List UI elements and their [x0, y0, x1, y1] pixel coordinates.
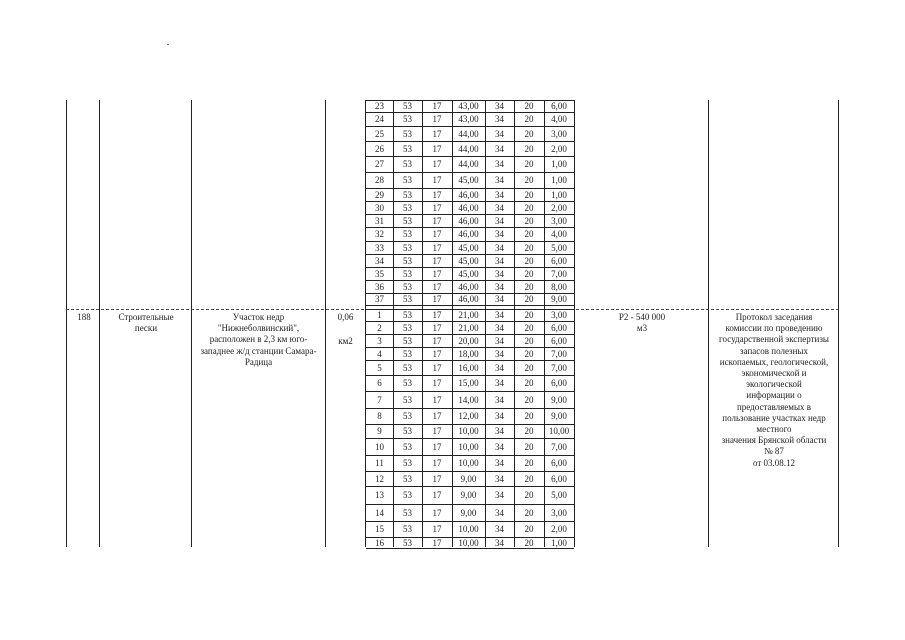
coord-lon_sec: 7,00 [551, 348, 567, 359]
coord-lat_sec: 12,00 [458, 411, 479, 421]
coord-lon_sec: 7,00 [551, 441, 567, 452]
coord-lat_min: 17 [432, 411, 442, 421]
coord-lat_sec: 44,00 [458, 128, 479, 139]
coord-lon_min: 20 [524, 394, 534, 405]
coord-lon_deg: 34 [495, 458, 504, 468]
coord-lon_min: 20 [524, 294, 534, 304]
coord-lat_deg: 53 [403, 281, 412, 292]
prev-coordinate-row [366, 189, 574, 201]
coord-lat_sec: 46,00 [458, 189, 479, 200]
coord-lon_deg: 34 [495, 242, 504, 253]
coord-lon_sec: 6,00 [551, 101, 567, 111]
coord-lat_min: 17 [432, 426, 442, 436]
coord-point: 7 [377, 394, 382, 405]
coord-point: 36 [375, 281, 384, 292]
coord-lon_min: 20 [524, 281, 534, 292]
coord-column-rule [544, 100, 545, 547]
coord-point: 23 [375, 101, 384, 111]
prev-coordinate-row [366, 281, 574, 293]
coord-point: 3 [377, 335, 382, 346]
coord-lat_min: 17 [432, 202, 442, 213]
coord-point: 34 [375, 255, 384, 266]
coord-lat_sec: 46,00 [458, 215, 479, 226]
coord-lat_deg: 53 [403, 189, 412, 200]
coord-lat_min: 17 [432, 490, 442, 500]
coord-lat_deg: 53 [403, 175, 412, 185]
coord-lon_sec: 6,00 [551, 473, 567, 484]
coord-lat_sec: 43,00 [458, 101, 479, 111]
coord-lon_sec: 1,00 [551, 159, 567, 169]
coord-lon_sec: 9,00 [551, 394, 567, 405]
coord-point: 9 [377, 426, 382, 436]
coord-lat_sec: 10,00 [458, 537, 479, 548]
coord-lat_min: 17 [432, 128, 442, 139]
coord-lon_deg: 34 [495, 159, 504, 169]
coord-lon_min: 20 [524, 202, 534, 213]
coord-lon_deg: 34 [495, 537, 504, 548]
coord-lat_sec: 46,00 [458, 202, 479, 213]
coord-lon_min: 20 [524, 143, 534, 154]
coord-lon_deg: 34 [495, 378, 504, 388]
coord-lat_min: 17 [432, 362, 442, 373]
coord-lon_sec: 4,00 [551, 114, 567, 124]
coord-lon_deg: 34 [495, 143, 504, 154]
entry-row-rule [366, 391, 574, 392]
col-border-mineral [191, 100, 192, 547]
coord-point: 6 [377, 378, 382, 388]
coord-lon_sec: 4,00 [551, 229, 567, 239]
coord-point: 5 [377, 362, 382, 373]
entry-row-rule [366, 504, 574, 505]
coord-lat_min: 17 [432, 310, 442, 320]
coord-lon_deg: 34 [495, 335, 504, 346]
entry-row-rule [366, 486, 574, 487]
coord-point: 16 [375, 537, 384, 548]
coord-lat_sec: 21,00 [458, 310, 479, 320]
coord-lat_min: 17 [432, 215, 442, 226]
coord-lon_min: 20 [524, 335, 534, 346]
coord-lat_min: 17 [432, 268, 442, 279]
coord-lat_sec: 45,00 [458, 242, 479, 253]
coord-column-rule [393, 100, 394, 547]
coord-lat_sec: 9,00 [460, 473, 477, 484]
prev-coordinate-row [366, 113, 574, 125]
coord-lat_min: 17 [432, 159, 442, 169]
coord-lon_min: 20 [524, 114, 534, 124]
entry-coordinate-row [366, 348, 574, 360]
coord-lat_deg: 53 [403, 310, 412, 320]
coord-lon_min: 20 [524, 524, 534, 534]
entry-coordinate-row [366, 362, 574, 374]
coord-lat_sec: 45,00 [458, 175, 479, 185]
entry-coordinate-row [366, 309, 574, 321]
coord-lat_min: 17 [432, 458, 442, 468]
coord-lon_sec: 2,00 [551, 202, 567, 213]
coord-lon_deg: 34 [495, 441, 504, 452]
coord-lat_sec: 15,00 [458, 378, 479, 388]
coord-point: 37 [375, 294, 384, 304]
coord-lon_deg: 34 [495, 394, 504, 405]
coord-point: 27 [375, 159, 384, 169]
coord-lat_deg: 53 [403, 362, 412, 373]
coord-lon_sec: 5,00 [551, 490, 567, 500]
prev-row-rule [366, 156, 574, 157]
prev-coordinate-row [366, 143, 574, 155]
coord-column-rule [514, 100, 515, 547]
site-description: Участок недр "Нижнеболвинский", расположен в 2,3 км юго- западнее ж/д станции Самара- Радица [200, 312, 317, 367]
prev-coordinate-row [366, 293, 574, 305]
coord-point: 12 [375, 473, 384, 484]
coord-lon_sec: 8,00 [551, 281, 567, 292]
coord-lon_sec: 1,00 [551, 537, 567, 548]
coord-lon_min: 20 [524, 322, 534, 333]
coord-point: 2 [377, 322, 382, 333]
scan-speck [167, 44, 169, 45]
coord-lat_deg: 53 [403, 101, 412, 111]
entry-row-rule [366, 408, 574, 409]
entry-coordinate-row [366, 394, 574, 406]
coord-lat_deg: 53 [403, 394, 412, 405]
entry-coordinate-row [366, 473, 574, 485]
coord-lat_deg: 53 [403, 426, 412, 436]
coord-lon_sec: 7,00 [551, 362, 567, 373]
col-border-site [325, 100, 326, 547]
coord-lon_min: 20 [524, 101, 534, 111]
coord-lat_min: 17 [432, 281, 442, 292]
coord-lat_sec: 21,00 [458, 322, 479, 333]
prev-row-rule [366, 305, 574, 306]
coord-lat_sec: 10,00 [458, 441, 479, 452]
coord-lat_min: 17 [432, 348, 442, 359]
coord-lat_deg: 53 [403, 114, 412, 124]
coord-lat_min: 17 [432, 242, 442, 253]
coord-lat_sec: 44,00 [458, 159, 479, 169]
coord-lon_deg: 34 [495, 490, 504, 500]
reserves-estimate: P2 - 540 000 м3 [618, 312, 666, 334]
col-border-number [99, 100, 100, 547]
coord-lon_deg: 34 [495, 294, 504, 304]
coord-lon_deg: 34 [495, 229, 504, 239]
coord-point: 28 [375, 175, 384, 185]
coord-lon_deg: 34 [495, 114, 504, 124]
coord-point: 29 [375, 189, 384, 200]
coord-lat_min: 17 [432, 189, 442, 200]
prev-coordinate-row [366, 215, 574, 227]
coord-lat_sec: 10,00 [458, 426, 479, 436]
coord-lon_sec: 6,00 [551, 378, 567, 388]
coord-lon_sec: 6,00 [551, 255, 567, 266]
coord-lon_sec: 1,00 [551, 175, 567, 185]
coord-lat_min: 17 [432, 335, 442, 346]
coord-point: 11 [375, 458, 384, 468]
coord-lat_deg: 53 [403, 268, 412, 279]
coord-lon_min: 20 [524, 159, 534, 169]
coord-lat_sec: 20,00 [458, 335, 479, 346]
coord-lat_deg: 53 [403, 143, 412, 154]
coord-lat_sec: 10,00 [458, 524, 479, 534]
coord-lat_sec: 14,00 [458, 394, 479, 405]
coord-lat_min: 17 [432, 441, 442, 452]
coord-lat_deg: 53 [403, 378, 412, 388]
coord-lat_sec: 46,00 [458, 281, 479, 292]
prev-coordinate-row [366, 202, 574, 214]
entry-coordinate-row [366, 523, 574, 535]
coord-lat_deg: 53 [403, 242, 412, 253]
coord-point: 1 [377, 310, 382, 320]
coord-lat_deg: 53 [403, 537, 412, 548]
coord-lat_deg: 53 [403, 159, 412, 169]
entry-coordinate-row [366, 537, 574, 549]
coord-lat_sec: 9,00 [460, 490, 477, 500]
coord-lon_deg: 34 [495, 507, 504, 518]
coord-lat_min: 17 [432, 473, 442, 484]
coord-point: 24 [375, 114, 384, 124]
coord-lon_sec: 5,00 [551, 242, 567, 253]
coord-lat_min: 17 [432, 394, 442, 405]
prev-coordinate-row [366, 242, 574, 254]
coord-lon_deg: 34 [495, 322, 504, 333]
coord-point: 31 [375, 215, 384, 226]
coord-lon_deg: 34 [495, 101, 504, 111]
prev-coordinate-row [366, 100, 574, 112]
coord-point: 25 [375, 128, 384, 139]
prev-coordinate-row [366, 228, 574, 240]
coord-lon_deg: 34 [495, 348, 504, 359]
coord-lon_min: 20 [524, 458, 534, 468]
coord-lon_deg: 34 [495, 215, 504, 226]
coord-lat_min: 17 [432, 537, 442, 548]
coord-lat_min: 17 [432, 175, 442, 185]
col-border-left [66, 100, 67, 547]
coord-lat_sec: 45,00 [458, 268, 479, 279]
coord-lon_min: 20 [524, 441, 534, 452]
coord-lat_min: 17 [432, 322, 442, 333]
coord-lat_deg: 53 [403, 411, 412, 421]
entry-coordinate-row [366, 441, 574, 453]
coord-lat_deg: 53 [403, 255, 412, 266]
entry-coordinate-row [366, 410, 574, 422]
coord-lon_min: 20 [524, 411, 534, 421]
entry-number: 188 [77, 312, 91, 322]
coord-point: 35 [375, 268, 384, 279]
coord-lat_min: 17 [432, 378, 442, 388]
coord-lat_sec: 44,00 [458, 143, 479, 154]
coord-lon_deg: 34 [495, 281, 504, 292]
entry-coordinate-row [366, 425, 574, 437]
entry-coordinate-row [366, 457, 574, 469]
prev-row-rule [366, 172, 574, 173]
col-border-reserves [708, 100, 709, 547]
coord-point: 4 [377, 348, 382, 359]
coord-point: 14 [375, 507, 384, 518]
coord-lat_deg: 53 [403, 441, 412, 452]
prev-coordinate-row [366, 268, 574, 280]
entry-coordinate-row [366, 335, 574, 347]
coord-lat_deg: 53 [403, 524, 412, 534]
coord-lat_deg: 53 [403, 322, 412, 333]
coord-lat_deg: 53 [403, 335, 412, 346]
coord-lon_min: 20 [524, 378, 534, 388]
coord-lon_min: 20 [524, 310, 534, 320]
coord-point: 32 [375, 229, 384, 239]
coord-lat_sec: 46,00 [458, 229, 479, 239]
coord-lat_deg: 53 [403, 202, 412, 213]
coord-lon_min: 20 [524, 215, 534, 226]
coord-lat_min: 17 [432, 255, 442, 266]
coord-lat_deg: 53 [403, 294, 412, 304]
entry-row-rule [366, 438, 574, 439]
coord-lon_sec: 3,00 [551, 128, 567, 139]
coord-lat_deg: 53 [403, 215, 412, 226]
entry-coordinate-row [366, 507, 574, 519]
coord-lon_deg: 34 [495, 310, 504, 320]
entry-row-rule [366, 375, 574, 376]
coord-column-rule [452, 100, 453, 547]
col-border-coords [574, 100, 575, 547]
coord-lon_min: 20 [524, 175, 534, 185]
coord-lat_sec: 18,00 [458, 348, 479, 359]
coord-lon_sec: 6,00 [551, 322, 567, 333]
coord-lon_min: 20 [524, 229, 534, 239]
entry-row-rule [366, 455, 574, 456]
coord-lat_sec: 16,00 [458, 362, 479, 373]
coord-column-rule [485, 100, 486, 547]
coord-lat_min: 17 [432, 229, 442, 239]
coord-lon_sec: 2,00 [551, 524, 567, 534]
coord-lon_min: 20 [524, 426, 534, 436]
coord-point: 30 [375, 202, 384, 213]
coord-lat_min: 17 [432, 143, 442, 154]
coord-point: 33 [375, 242, 384, 253]
coord-lon_deg: 34 [495, 362, 504, 373]
coord-lon_min: 20 [524, 473, 534, 484]
coord-point: 13 [375, 490, 384, 500]
coord-lon_min: 20 [524, 189, 534, 200]
coord-lon_deg: 34 [495, 426, 504, 436]
coord-lon_sec: 10,00 [548, 426, 570, 436]
coord-lon_sec: 6,00 [551, 335, 567, 346]
coord-lat_sec: 46,00 [458, 294, 479, 304]
coord-lon_min: 20 [524, 348, 534, 359]
coord-lon_deg: 34 [495, 128, 504, 139]
coord-lat_deg: 53 [403, 458, 412, 468]
mineral-type: Строительные пески [118, 312, 174, 334]
coord-lon_sec: 6,00 [551, 458, 567, 468]
coord-lat_deg: 53 [403, 473, 412, 484]
coord-lat_deg: 53 [403, 229, 412, 239]
coord-lon_min: 20 [524, 362, 534, 373]
coord-point: 8 [377, 411, 382, 421]
coord-lat_deg: 53 [403, 348, 412, 359]
entry-row-rule [366, 521, 574, 522]
coord-lat_sec: 10,00 [458, 458, 479, 468]
coord-lon_sec: 3,00 [551, 507, 567, 518]
coord-lon_min: 20 [524, 242, 534, 253]
coord-lat_deg: 53 [403, 507, 412, 518]
coord-lon_min: 20 [524, 507, 534, 518]
coord-lat_sec: 45,00 [458, 255, 479, 266]
coord-lon_deg: 34 [495, 411, 504, 421]
coord-lon_sec: 7,00 [551, 268, 567, 279]
area-value: 0,06 [337, 312, 354, 322]
entry-coordinate-row [366, 322, 574, 334]
coord-lon_min: 20 [524, 537, 534, 548]
prev-coordinate-row [366, 158, 574, 170]
area-unit: км2 [338, 336, 353, 346]
coord-lon_sec: 2,00 [551, 143, 567, 154]
coord-lon_sec: 3,00 [551, 215, 567, 226]
entry-coordinate-row [366, 489, 574, 501]
approval-protocol: Протокол заседания комиссии по проведению государственной экспертизы запасов полезных ископаемых, геологической, экономической и экологической информации о предоставляемых в пользование участках недр местного значения Брянской области № 87 от 03.08.12 [719, 312, 829, 468]
coord-point: 26 [375, 143, 384, 154]
coord-lon_min: 20 [524, 128, 534, 139]
coord-lat_deg: 53 [403, 490, 412, 500]
coord-lat_sec: 43,00 [458, 114, 479, 124]
coord-lon_sec: 3,00 [551, 310, 567, 320]
coord-lon_deg: 34 [495, 189, 504, 200]
prev-coordinate-row [366, 174, 574, 186]
entry-coordinate-row [366, 377, 574, 389]
coord-lon_sec: 9,00 [551, 411, 567, 421]
coord-lat_min: 17 [432, 294, 442, 304]
coord-lon_min: 20 [524, 255, 534, 266]
coord-lon_deg: 34 [495, 202, 504, 213]
coord-lon_min: 20 [524, 268, 534, 279]
coord-lon_min: 20 [524, 490, 534, 500]
prev-coordinate-row [366, 128, 574, 140]
prev-coordinate-row [366, 255, 574, 267]
coord-lon_sec: 1,00 [551, 189, 567, 200]
coord-lat_min: 17 [432, 524, 442, 534]
coord-lat_min: 17 [432, 101, 442, 111]
coord-point: 10 [375, 441, 384, 452]
coord-column-rule [422, 100, 423, 547]
coord-lon_deg: 34 [495, 255, 504, 266]
col-border-right [838, 100, 839, 547]
coord-lon_deg: 34 [495, 268, 504, 279]
coord-lat_sec: 9,00 [460, 507, 477, 518]
coord-lat_min: 17 [432, 507, 442, 518]
coord-lon_sec: 9,00 [551, 294, 567, 304]
coord-lat_deg: 53 [403, 128, 412, 139]
coord-lon_deg: 34 [495, 473, 504, 484]
coord-lon_deg: 34 [495, 524, 504, 534]
coord-lon_deg: 34 [495, 175, 504, 185]
coord-point: 15 [375, 524, 384, 534]
coord-lat_min: 17 [432, 114, 442, 124]
